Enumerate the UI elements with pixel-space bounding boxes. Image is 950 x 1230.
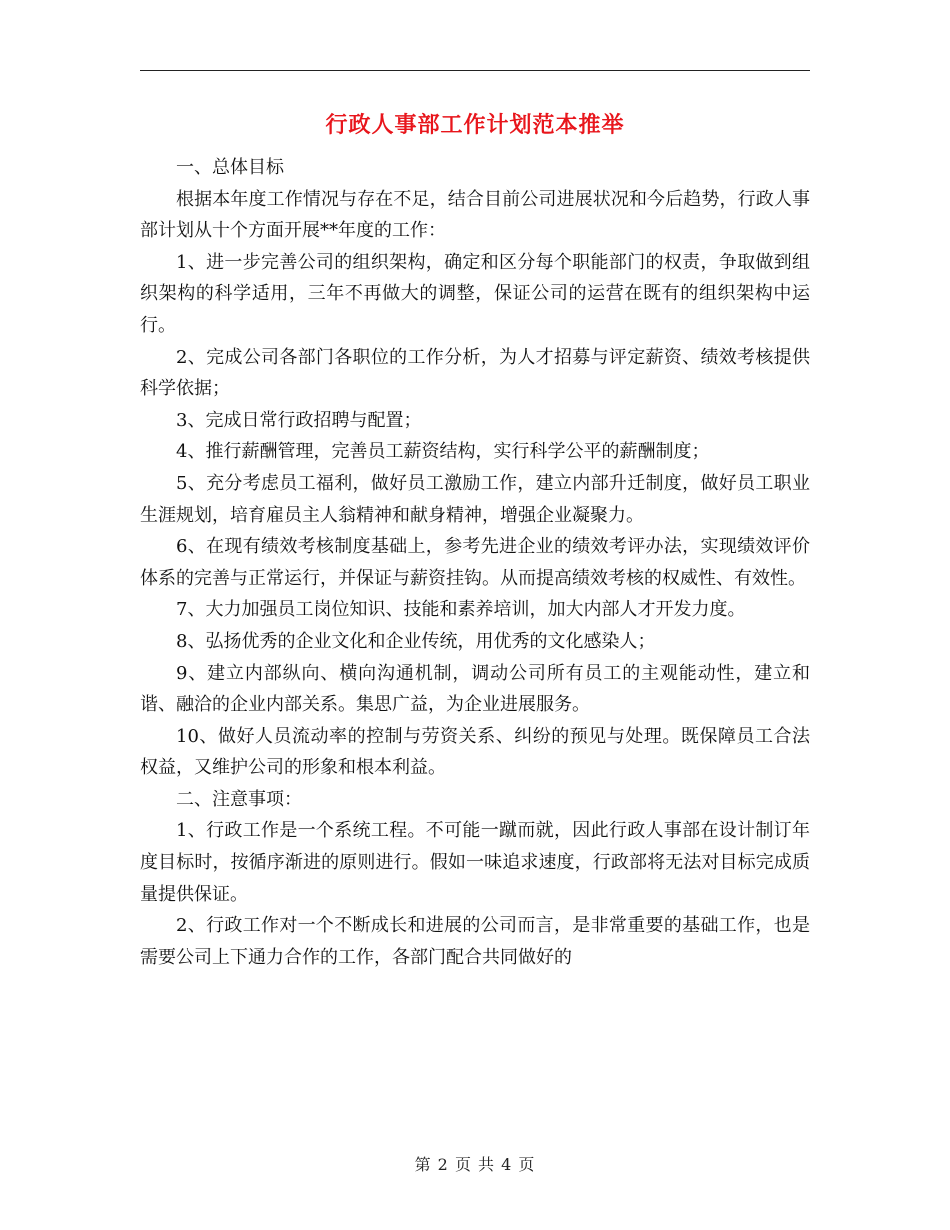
goal-item-2: 2、完成公司各部门各职位的工作分析，为人才招募与评定薪资、绩效考核提供科学依据； <box>140 346 810 400</box>
note-item-2: 2、行政工作对一个不断成长和进展的公司而言，是非常重要的基础工作，也是需要公司上下通力合作的工作，各部门配合共同做好的 <box>140 915 810 968</box>
goal-item-4: 4、推行薪酬管理，完善员工薪资结构，实行科学公平的薪酬制度； <box>176 441 710 463</box>
document-body <box>140 152 810 973</box>
goal-item-6: 6、在现有绩效考核制度基础上，参考先进企业的绩效考评办法，实现绩效评价体系的完善与正常运行，并保证与薪资挂钩。从而提高绩效考核的权威性、有效性。 <box>140 536 810 589</box>
goal-item-10: 10、做好人员流动率的控制与劳资关系、纠纷的预见与处理。既保障员工合法权益，又维护公司的形象和根本利益。 <box>140 725 810 779</box>
section-heading-notes: 二、注意事项： <box>176 788 302 810</box>
goal-item-7: 7、大力加强员工岗位知识、技能和素养培训，加大内部人才开发力度。 <box>176 599 746 621</box>
intro-paragraph: 根据本年度工作情况与存在不足，结合目前公司进展状况和今后趋势，行政人事部计划从十个方面开展**年度的工作： <box>140 188 810 242</box>
goal-item-1: 1、进一步完善公司的组织架构，确定和区分每个职能部门的权责，争取做到组织架构的科学适用，三年不再做大的调整，保证公司的运营在既有的组织架构中运行。 <box>140 251 810 336</box>
note-item-1: 1、行政工作是一个系统工程。不可能一蹴而就，因此行政人事部在设计制订年度目标时，按循序渐进的原则进行。假如一味追求速度，行政部将无法对目标完成质量提供保证。 <box>140 820 810 905</box>
section-heading-goals: 一、总体目标 <box>176 157 284 178</box>
goal-item-9: 9、建立内部纵向、横向沟通机制，调动公司所有员工的主观能动性，建立和谐、融洽的企业内部关系。集思广益，为企业进展服务。 <box>140 662 810 716</box>
page-number-footer: 第 2 页 共 4 页 <box>414 1155 536 1174</box>
goal-item-8: 8、弘扬优秀的企业文化和企业传统，用优秀的文化感染人； <box>176 630 656 652</box>
goal-item-5: 5、充分考虑员工福利，做好员工激励工作，建立内部升迁制度，做好员工职业生涯规划，培育雇员主人翁精神和献身精神，增强企业凝聚力。 <box>140 472 810 526</box>
header-rule <box>140 70 810 71</box>
document-title: 行政人事部工作计划范本推举 <box>325 113 625 138</box>
goal-item-3: 3、完成日常行政招聘与配置； <box>176 409 422 431</box>
